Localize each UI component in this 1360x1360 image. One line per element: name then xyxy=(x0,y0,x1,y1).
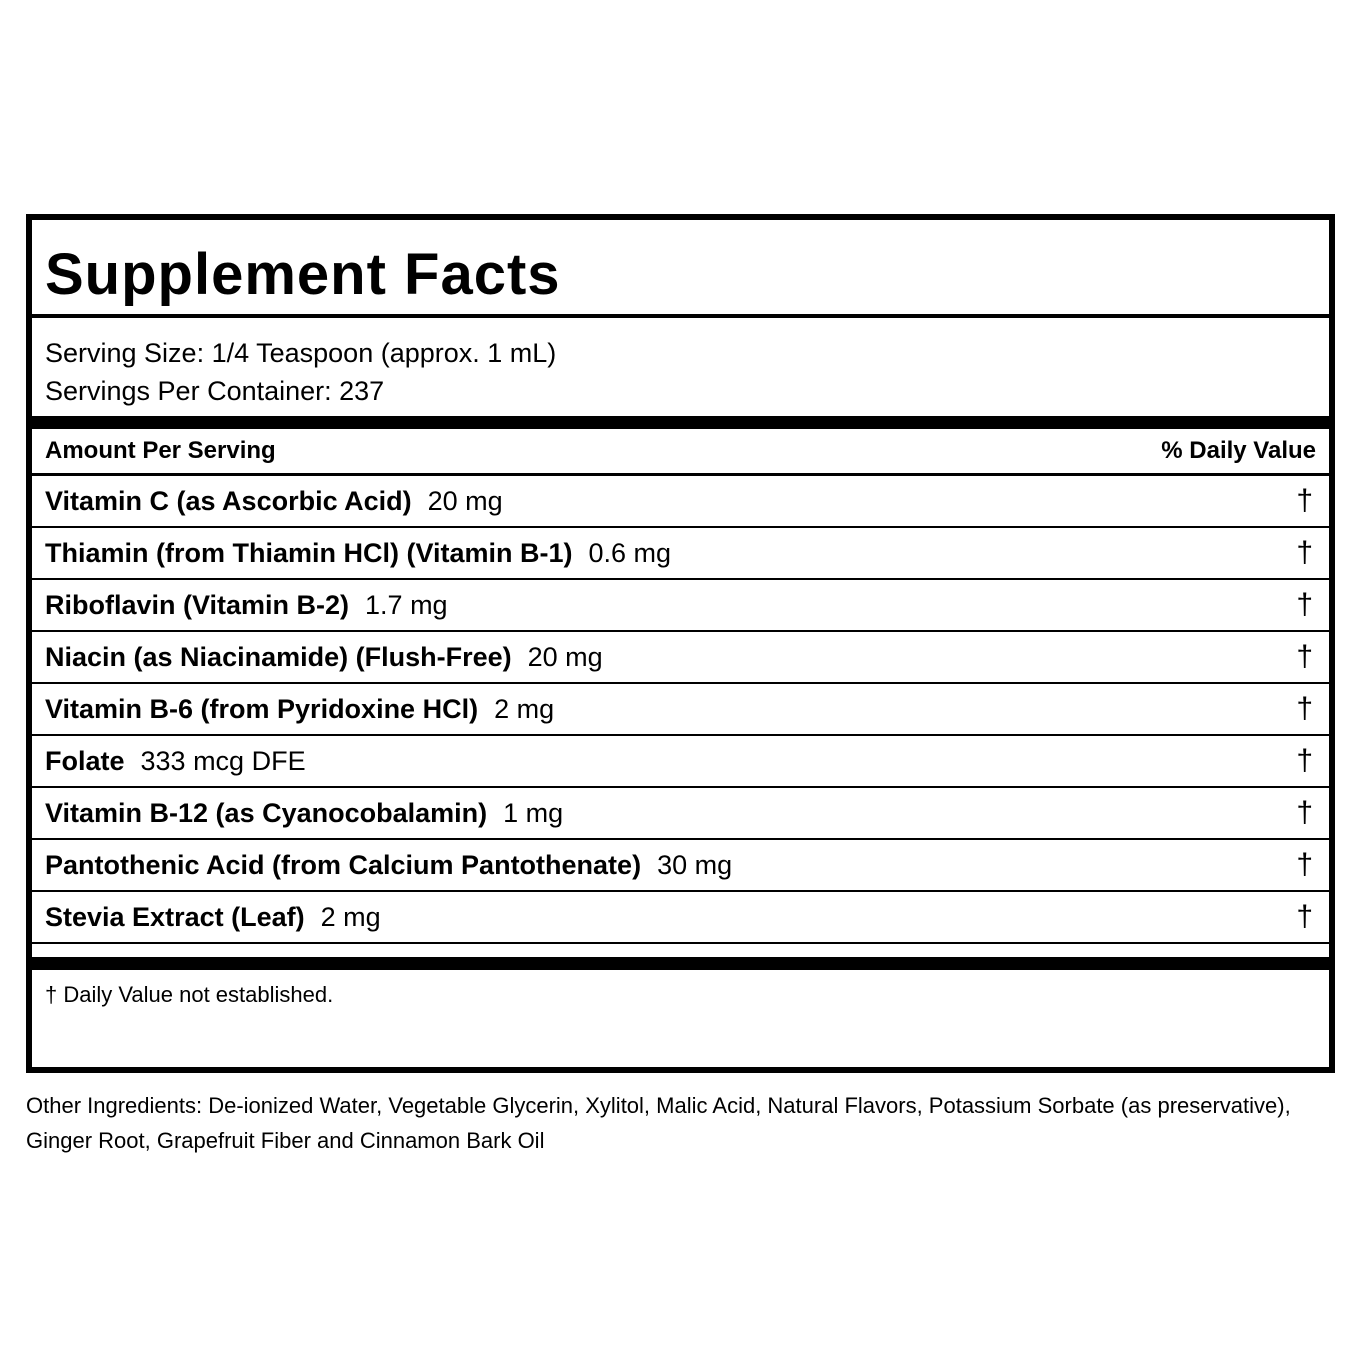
thick-divider-bottom xyxy=(32,957,1329,970)
nutrient-amount: 2 mg xyxy=(494,693,555,724)
nutrient-row xyxy=(32,736,1329,788)
other-ingredients: Other Ingredients: De-ionized Water, Vegetable Glycerin, Xylitol, Malic Acid, Natural Flavors, Potassium Sorbate (as preservative), Ginger Root, Grapefruit Fiber and Cinnamon Bark Oil xyxy=(26,1093,1291,1153)
nutrient-daily-value: † xyxy=(1296,744,1313,777)
nutrient-name: Riboflavin (Vitamin B-2) xyxy=(45,589,350,620)
nutrient-daily-value: † xyxy=(1296,900,1313,933)
nutrient-name: Niacin (as Niacinamide) (Flush-Free) xyxy=(45,641,512,672)
daily-value-footnote: † Daily Value not established. xyxy=(45,982,334,1007)
nutrient-name: Vitamin C (as Ascorbic Acid) xyxy=(45,485,412,516)
nutrient-amount: 2 mg xyxy=(320,901,381,932)
nutrient-name: Folate xyxy=(45,745,125,776)
nutrient-name: Vitamin B-6 (from Pyridoxine HCl) xyxy=(45,693,479,724)
nutrient-amount: 1.7 mg xyxy=(365,589,448,620)
nutrient-amount: 30 mg xyxy=(657,849,733,880)
nutrient-daily-value: † xyxy=(1296,536,1313,569)
nutrient-name: Stevia Extract (Leaf) xyxy=(45,901,305,932)
daily-value-header: % Daily Value xyxy=(1161,437,1316,464)
nutrient-daily-value: † xyxy=(1296,640,1313,673)
serving-size: Serving Size: 1/4 Teaspoon (approx. 1 mL) xyxy=(45,338,557,368)
nutrient-row xyxy=(32,528,1329,580)
amount-per-serving-header: Amount Per Serving xyxy=(45,437,276,464)
nutrient-daily-value: † xyxy=(1296,588,1313,621)
nutrient-row xyxy=(32,580,1329,632)
servings-per-container: Servings Per Container: 237 xyxy=(45,376,385,406)
nutrient-name: Vitamin B-12 (as Cyanocobalamin) xyxy=(45,797,488,828)
nutrient-amount: 333 mcg DFE xyxy=(140,745,306,776)
nutrient-amount: 20 mg xyxy=(527,641,603,672)
title-section xyxy=(32,220,1329,318)
nutrient-amount: 0.6 mg xyxy=(588,537,672,568)
nutrient-row xyxy=(32,840,1329,892)
column-header-row xyxy=(32,429,1329,476)
nutrient-amount: 20 mg xyxy=(427,485,503,516)
nutrient-row xyxy=(32,476,1329,528)
nutrient-daily-value: † xyxy=(1296,692,1313,725)
nutrient-name: Pantothenic Acid (from Calcium Pantothenate) xyxy=(45,849,642,880)
nutrient-name: Thiamin (from Thiamin HCl) (Vitamin B-1) xyxy=(45,537,573,568)
bottom-gap xyxy=(32,944,1329,957)
supplement-facts-panel xyxy=(26,214,1335,1073)
nutrient-daily-value: † xyxy=(1296,484,1313,517)
serving-section xyxy=(32,318,1329,416)
nutrient-row xyxy=(32,684,1329,736)
nutrient-daily-value: † xyxy=(1296,796,1313,829)
nutrient-row xyxy=(32,788,1329,840)
nutrient-daily-value: † xyxy=(1296,848,1313,881)
panel-title: Supplement Facts xyxy=(45,242,561,307)
nutrient-row xyxy=(32,892,1329,944)
nutrient-row xyxy=(32,632,1329,684)
thick-divider-top xyxy=(32,416,1329,429)
nutrient-amount: 1 mg xyxy=(503,797,564,828)
